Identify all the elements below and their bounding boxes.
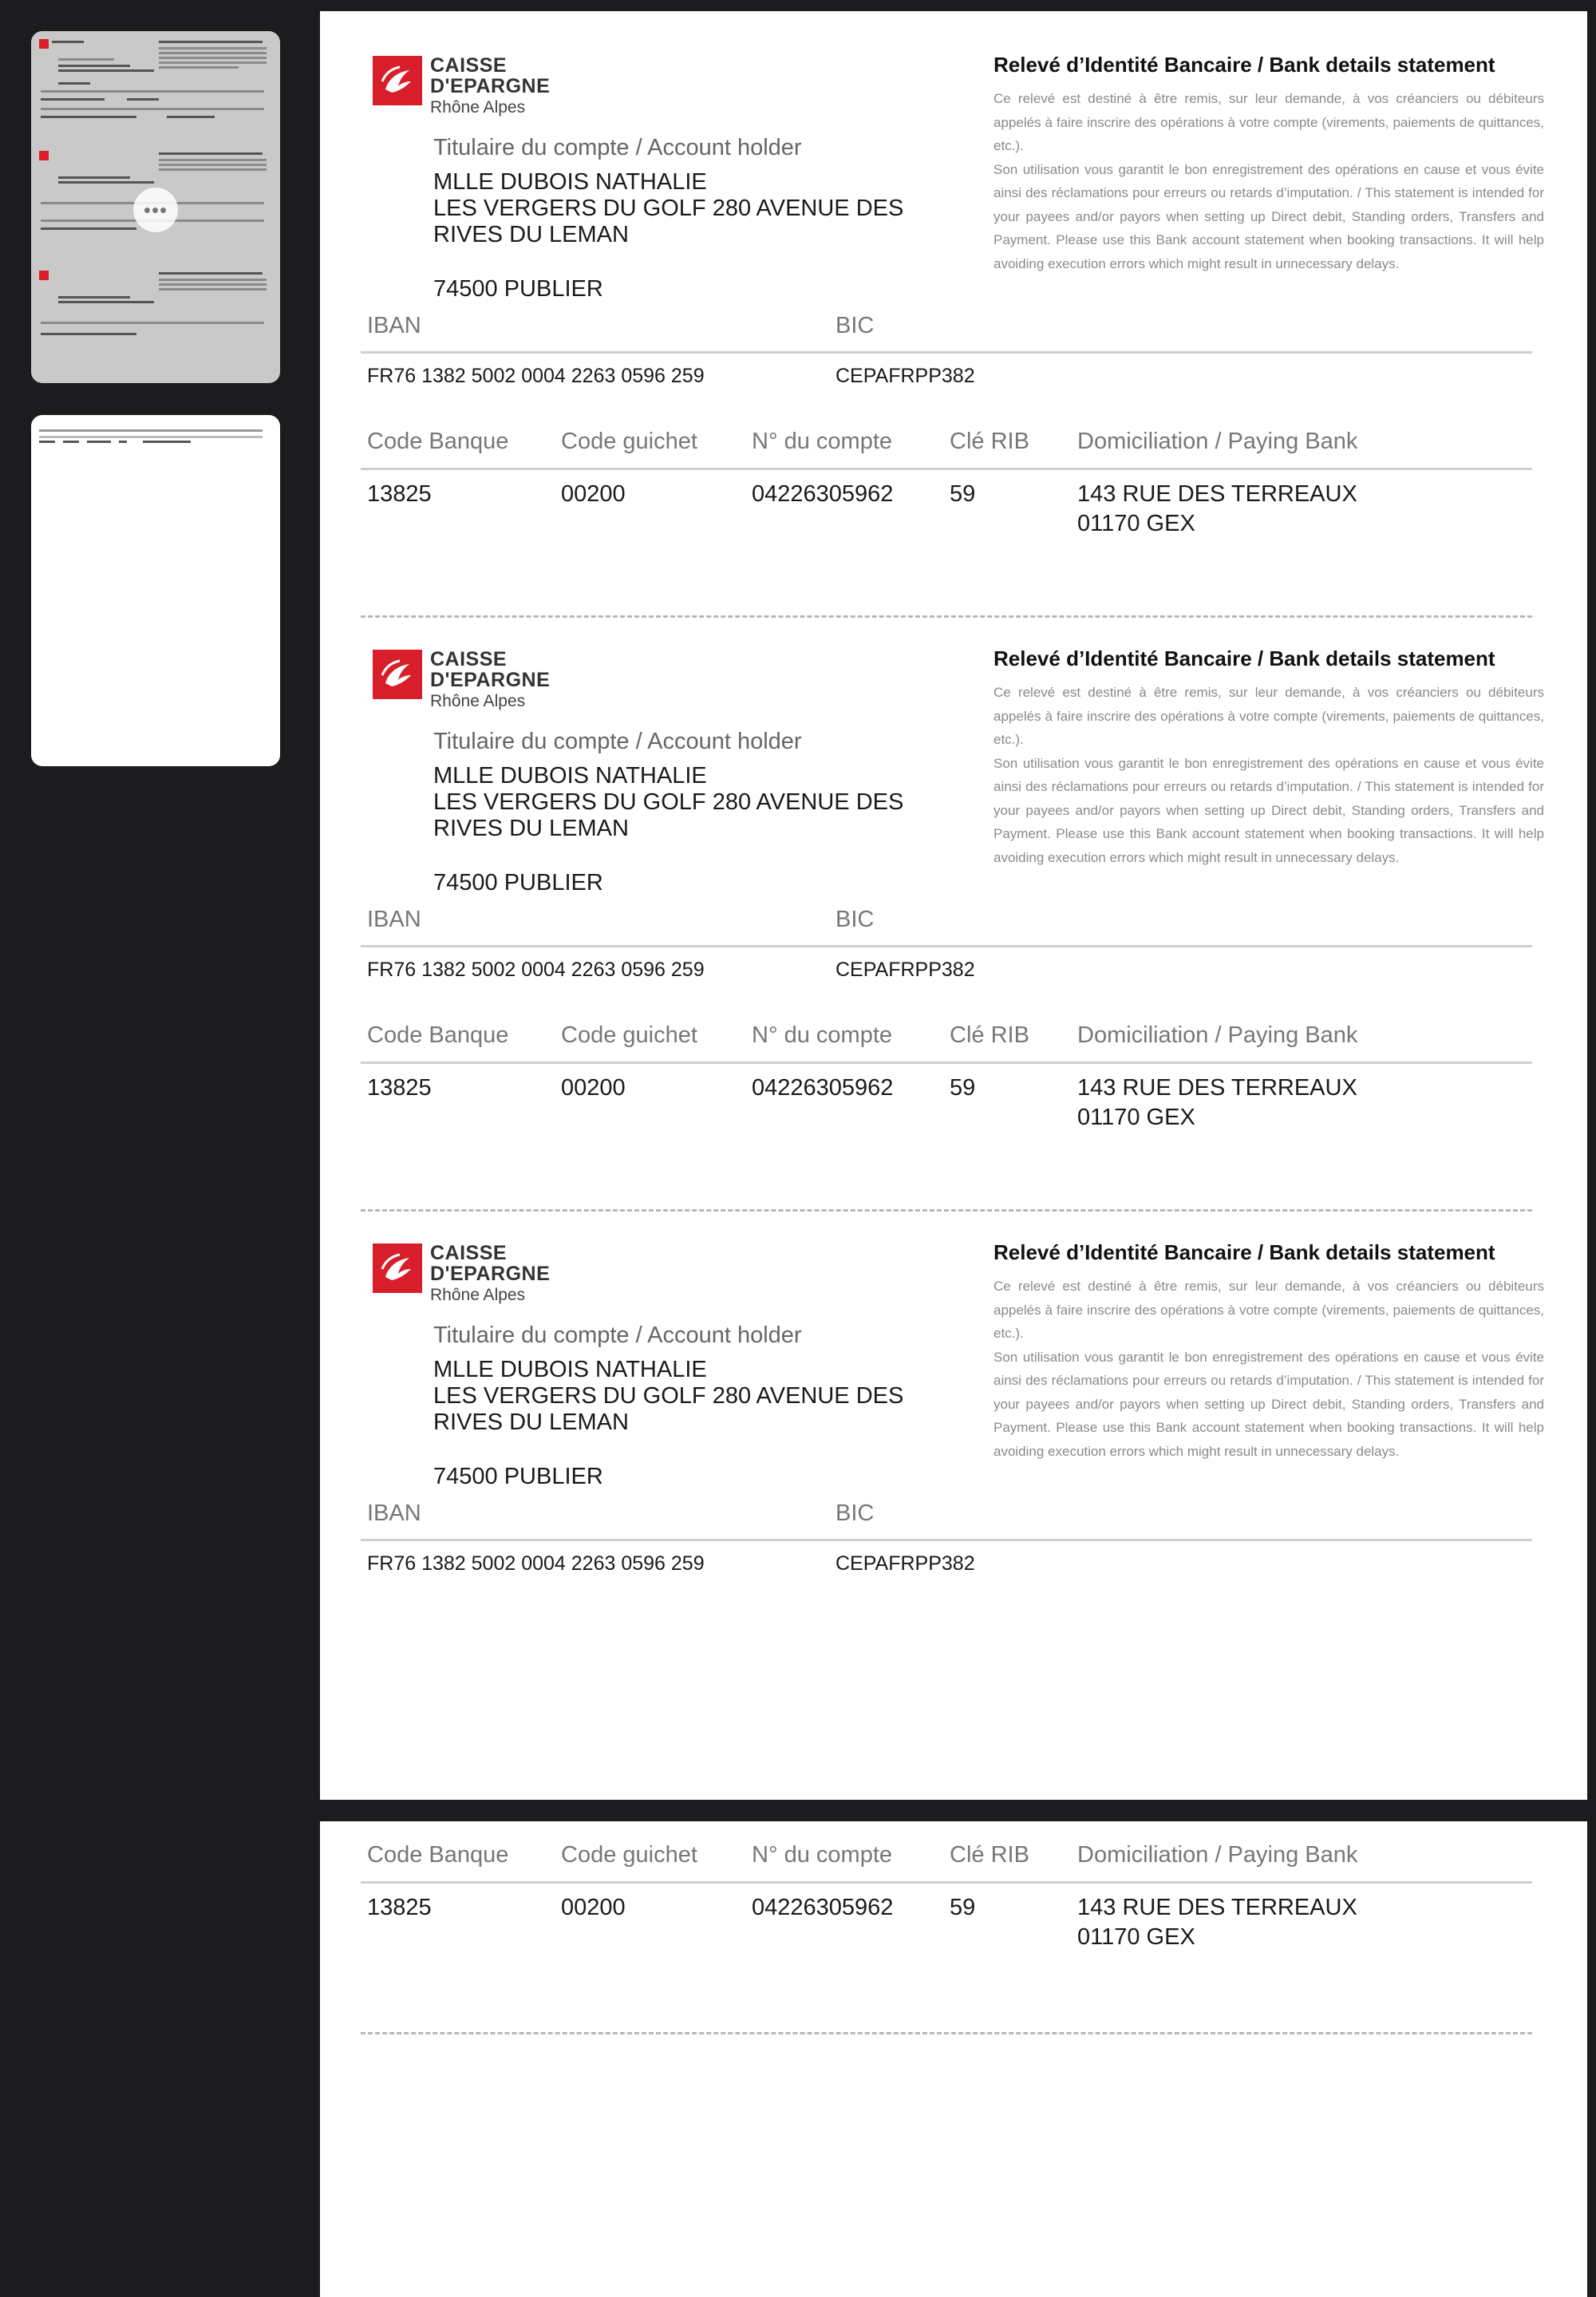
more-options-icon[interactable]: ••• bbox=[133, 188, 178, 232]
account-holder-address: LES VERGERS DU GOLF 280 AVENUE DES RIVES DU LEMAN bbox=[433, 196, 904, 247]
thumbnail-rib-block bbox=[39, 271, 272, 374]
domiciliation-line-1: 143 RUE DES TERREAUX bbox=[1077, 481, 1357, 507]
statement-title: Relevé d’Identité Bancaire / Bank details statement bbox=[994, 646, 1495, 670]
caisse-epargne-squirrel-icon bbox=[373, 56, 422, 105]
bic-label: BIC bbox=[836, 907, 875, 932]
code-guichet-label: Code guichet bbox=[561, 1022, 697, 1048]
iban-label: IBAN bbox=[367, 1500, 421, 1526]
rib-section bbox=[320, 1199, 1587, 1800]
logo-line-1: CAISSE bbox=[430, 648, 508, 670]
divider bbox=[361, 1539, 1532, 1541]
code-banque-label: Code Banque bbox=[367, 1022, 509, 1048]
thumbnail-rib-row bbox=[39, 429, 272, 445]
bic-value: CEPAFRPP382 bbox=[836, 365, 975, 387]
statement-description-1: Ce relevé est destiné à être remis, sur leur demande, à vos créanciers ou débiteurs appelés à faire inscrire des opérations à votre compte (virements, paiements de quittances, etc.). bbox=[994, 1279, 1544, 1341]
cle-rib-value: 59 bbox=[950, 1075, 976, 1101]
document-page-1 bbox=[320, 11, 1587, 1800]
divider bbox=[361, 945, 1532, 947]
code-guichet-value: 00200 bbox=[561, 481, 626, 507]
code-banque-value: 13825 bbox=[367, 481, 432, 507]
cle-rib-value: 59 bbox=[950, 1895, 976, 1920]
bic-value: CEPAFRPP382 bbox=[836, 1552, 975, 1575]
statement-description bbox=[994, 87, 1544, 275]
code-guichet-value: 00200 bbox=[561, 1895, 626, 1920]
divider bbox=[361, 1881, 1532, 1884]
logo-line-1: CAISSE bbox=[430, 1242, 508, 1264]
statement-description-2: Son utilisation vous garantit le bon enregistrement des opérations en cause et vous évite ainsi des réclamations pour erreurs ou retards d’imputation. / This statement is intended for your payees and/or payors when setting up Direct debit, Standing orders, Transfers and Payment. Please use this Bank account statement when booking transactions. It will help avoiding execution errors which might result in unnecessary delays. bbox=[994, 161, 1544, 271]
account-holder-city: 74500 PUBLIER bbox=[433, 1464, 603, 1489]
domiciliation-line-1: 143 RUE DES TERREAUX bbox=[1077, 1075, 1357, 1101]
iban-value: FR76 1382 5002 0004 2263 0596 259 bbox=[367, 365, 705, 387]
rib-section bbox=[320, 605, 1587, 1199]
logo-line-3: Rhône Alpes bbox=[430, 98, 526, 117]
statement-title: Relevé d’Identité Bancaire / Bank details statement bbox=[994, 53, 1495, 77]
statement-description-1: Ce relevé est destiné à être remis, sur leur demande, à vos créanciers ou débiteurs appelés à faire inscrire des opérations à votre compte (virements, paiements de quittances, etc.). bbox=[994, 685, 1544, 747]
logo-line-2: D'EPARGNE bbox=[430, 75, 551, 97]
page-1-thumbnail[interactable] bbox=[31, 31, 280, 383]
domiciliation-line-2: 01170 GEX bbox=[1077, 1924, 1195, 1950]
iban-label: IBAN bbox=[367, 313, 421, 338]
cut-line bbox=[361, 2032, 1532, 2034]
caisse-epargne-squirrel-icon bbox=[373, 650, 422, 699]
account-holder-name: MLLE DUBOIS NATHALIE bbox=[433, 1357, 707, 1382]
page-2-thumbnail[interactable] bbox=[31, 415, 280, 766]
account-holder-address: LES VERGERS DU GOLF 280 AVENUE DES RIVES DU LEMAN bbox=[433, 1383, 904, 1435]
account-holder-name: MLLE DUBOIS NATHALIE bbox=[433, 169, 707, 195]
statement-title: Relevé d’Identité Bancaire / Bank details statement bbox=[994, 1240, 1495, 1264]
iban-value: FR76 1382 5002 0004 2263 0596 259 bbox=[367, 959, 705, 981]
domiciliation-label: Domiciliation / Paying Bank bbox=[1077, 429, 1358, 454]
statement-description-2: Son utilisation vous garantit le bon enregistrement des opérations en cause et vous évite ainsi des réclamations pour erreurs ou retards d’imputation. / This statement is intended for your payees and/or payors when setting up Direct debit, Standing orders, Transfers and Payment. Please use this Bank account statement when booking transactions. It will help avoiding execution errors which might result in unnecessary delays. bbox=[994, 1349, 1544, 1459]
code-guichet-value: 00200 bbox=[561, 1075, 626, 1101]
logo-line-3: Rhône Alpes bbox=[430, 1286, 526, 1304]
logo-line-3: Rhône Alpes bbox=[430, 692, 526, 710]
account-holder-label: Titulaire du compte / Account holder bbox=[433, 729, 802, 754]
account-holder-city: 74500 PUBLIER bbox=[433, 276, 603, 302]
code-guichet-label: Code guichet bbox=[561, 1842, 697, 1868]
numero-compte-value: 04226305962 bbox=[752, 481, 894, 507]
code-banque-label: Code Banque bbox=[367, 1842, 509, 1868]
statement-description-2: Son utilisation vous garantit le bon enregistrement des opérations en cause et vous évite ainsi des réclamations pour erreurs ou retards d’imputation. / This statement is intended for your payees and/or payors when setting up Direct debit, Standing orders, Transfers and Payment. Please use this Bank account statement when booking transactions. It will help avoiding execution errors which might result in unnecessary delays. bbox=[994, 755, 1544, 865]
caisse-epargne-squirrel-icon bbox=[373, 1243, 422, 1293]
account-holder-label: Titulaire du compte / Account holder bbox=[433, 135, 802, 160]
logo-line-2: D'EPARGNE bbox=[430, 669, 551, 691]
domiciliation-label: Domiciliation / Paying Bank bbox=[1077, 1022, 1358, 1048]
caisse-epargne-logo bbox=[373, 650, 550, 710]
cle-rib-label: Clé RIB bbox=[950, 1022, 1029, 1048]
account-holder-label: Titulaire du compte / Account holder bbox=[433, 1322, 802, 1348]
numero-compte-label: N° du compte bbox=[752, 429, 893, 454]
account-holder-city: 74500 PUBLIER bbox=[433, 870, 603, 895]
numero-compte-label: N° du compte bbox=[752, 1022, 893, 1048]
rib-section bbox=[320, 11, 1587, 605]
document-page-2 bbox=[320, 1821, 1587, 2297]
numero-compte-label: N° du compte bbox=[752, 1842, 893, 1868]
code-banque-label: Code Banque bbox=[367, 429, 509, 454]
account-holder-name: MLLE DUBOIS NATHALIE bbox=[433, 763, 707, 789]
divider bbox=[361, 351, 1532, 354]
cle-rib-value: 59 bbox=[950, 481, 976, 507]
domiciliation-line-2: 01170 GEX bbox=[1077, 1105, 1195, 1130]
domiciliation-label: Domiciliation / Paying Bank bbox=[1077, 1842, 1358, 1868]
thumbnail-rib-block bbox=[39, 39, 272, 143]
domiciliation-line-2: 01170 GEX bbox=[1077, 511, 1195, 536]
caisse-epargne-logo bbox=[373, 56, 550, 116]
cle-rib-label: Clé RIB bbox=[950, 1842, 1029, 1868]
caisse-epargne-logo bbox=[373, 1243, 550, 1303]
bic-label: BIC bbox=[836, 313, 875, 338]
code-banque-value: 13825 bbox=[367, 1895, 432, 1920]
domiciliation-line-1: 143 RUE DES TERREAUX bbox=[1077, 1895, 1357, 1920]
statement-description-1: Ce relevé est destiné à être remis, sur leur demande, à vos créanciers ou débiteurs appelés à faire inscrire des opérations à votre compte (virements, paiements de quittances, etc.). bbox=[994, 91, 1544, 153]
numero-compte-value: 04226305962 bbox=[752, 1895, 894, 1920]
code-guichet-label: Code guichet bbox=[561, 429, 697, 454]
account-holder-address: LES VERGERS DU GOLF 280 AVENUE DES RIVES DU LEMAN bbox=[433, 789, 904, 841]
logo-line-2: D'EPARGNE bbox=[430, 1263, 551, 1285]
code-banque-value: 13825 bbox=[367, 1075, 432, 1101]
iban-value: FR76 1382 5002 0004 2263 0596 259 bbox=[367, 1552, 705, 1575]
divider bbox=[361, 1062, 1532, 1064]
bic-label: BIC bbox=[836, 1500, 875, 1526]
numero-compte-value: 04226305962 bbox=[752, 1075, 894, 1101]
cle-rib-label: Clé RIB bbox=[950, 429, 1029, 454]
statement-description bbox=[994, 681, 1544, 869]
statement-description bbox=[994, 1275, 1544, 1463]
logo-line-1: CAISSE bbox=[430, 54, 508, 77]
divider bbox=[361, 468, 1532, 470]
iban-label: IBAN bbox=[367, 907, 421, 932]
bic-value: CEPAFRPP382 bbox=[836, 959, 975, 981]
